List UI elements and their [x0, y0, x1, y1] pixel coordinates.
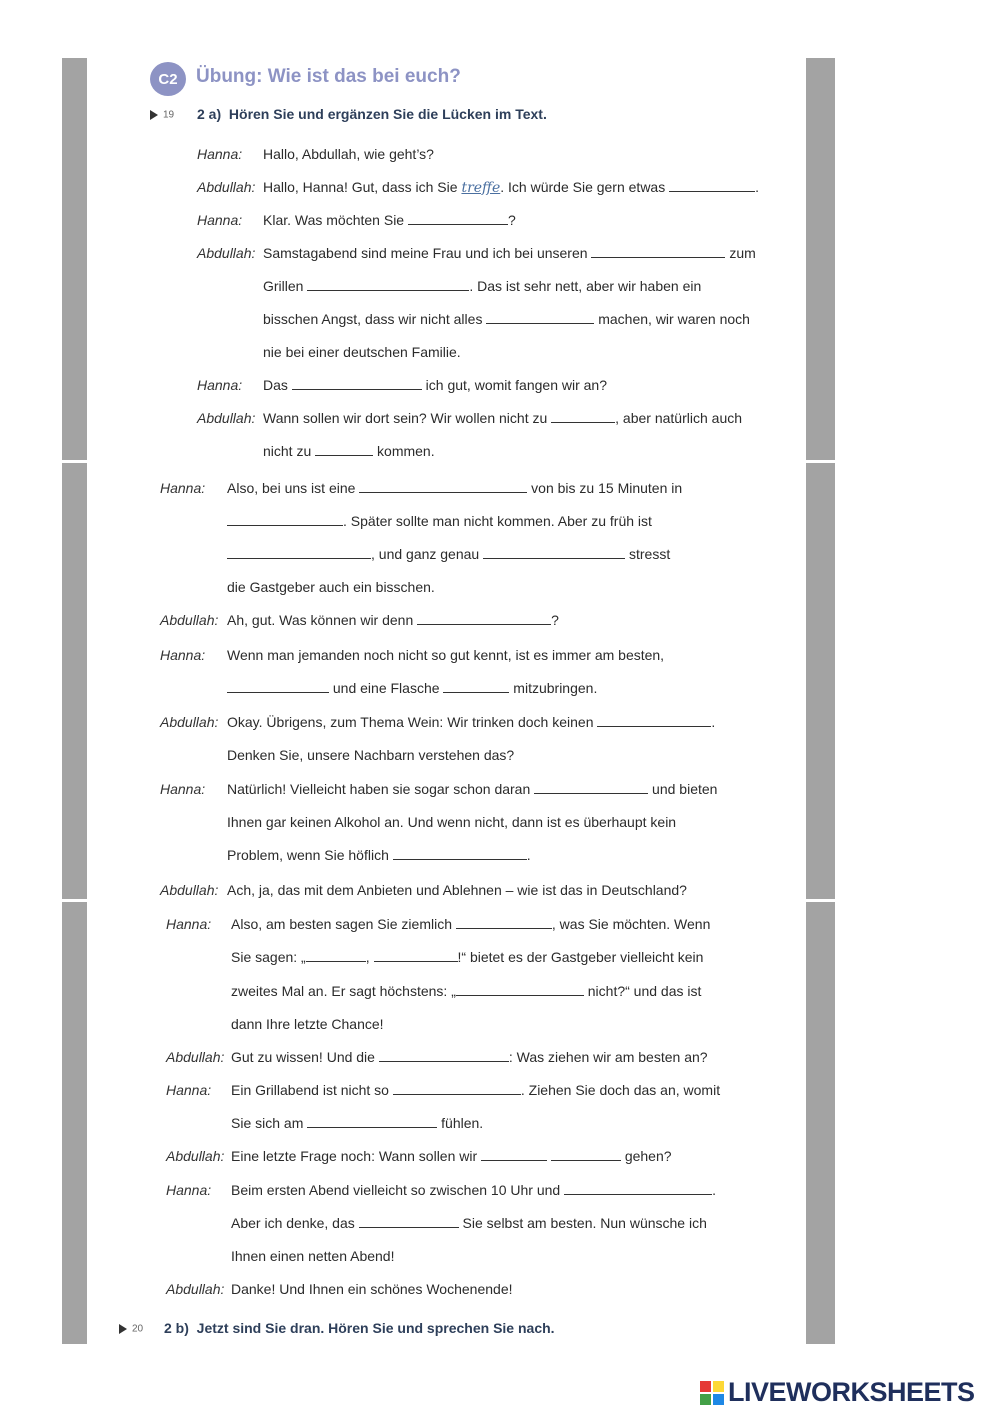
section-badge: C2 — [150, 62, 186, 96]
line-text: gehen? — [620, 1148, 672, 1164]
line-text: Ah, gut. Was können wir denn — [227, 612, 418, 628]
task-b-text: Jetzt sind Sie dran. Hören Sie und sprechen Sie nach. — [196, 1320, 555, 1336]
speaker-hanna: Hanna: — [197, 146, 243, 162]
dialogue-line — [227, 847, 531, 863]
gap-blank[interactable] — [481, 1148, 547, 1161]
speaker-hanna: Hanna: — [166, 1182, 212, 1198]
line-text: Sie sich am — [231, 1115, 308, 1131]
gap-blank[interactable] — [456, 916, 552, 929]
speaker-abdullah: Abdullah: — [160, 714, 219, 730]
line-text: ich gut, womit fangen wir an? — [421, 377, 608, 393]
gap-blank[interactable] — [483, 546, 625, 559]
speaker-abdullah: Abdullah: — [197, 179, 256, 195]
line-text: Hallo, Abdullah, wie geht’s? — [263, 146, 434, 162]
gap-blank[interactable] — [443, 680, 509, 693]
left-scan-bar — [62, 58, 87, 1344]
line-text: . Ziehen Sie doch das an, womit — [520, 1082, 721, 1098]
play-icon — [119, 1324, 127, 1334]
speaker-abdullah: Abdullah: — [197, 245, 256, 261]
gap-blank[interactable] — [486, 311, 594, 324]
line-text: Das — [263, 377, 292, 393]
line-text: ? — [507, 212, 516, 228]
line-text: kommen. — [373, 443, 435, 459]
gap-blank[interactable] — [315, 443, 373, 456]
gap-blank[interactable] — [374, 949, 458, 962]
dialogue-line — [231, 1215, 707, 1231]
line-text: . — [712, 1182, 716, 1198]
line-text: Ihnen einen netten Abend! — [231, 1248, 395, 1264]
logo-text: LIVEWORKSHEETS — [728, 1377, 975, 1407]
gap-blank[interactable] — [306, 949, 366, 962]
line-text: ? — [551, 612, 559, 628]
gap-blank[interactable] — [551, 410, 615, 423]
gap-blank[interactable] — [393, 847, 527, 860]
line-text: Okay. Übrigens, zum Thema Wein: Wir trinken doch keinen — [227, 714, 598, 730]
dialogue-line — [263, 443, 435, 459]
line-text: , was Sie möchten. Wenn — [551, 916, 711, 932]
line-text: Ach, ja, das mit dem Anbieten und Ablehnen – wie ist das in Deutschland? — [227, 882, 687, 898]
dialogue-line — [231, 916, 710, 932]
line-text: Danke! Und Ihnen ein schönes Wochenende! — [231, 1281, 513, 1297]
line-text: und eine Flasche — [329, 680, 444, 696]
speaker-abdullah: Abdullah: — [166, 1049, 225, 1065]
dialogue-line — [227, 747, 514, 763]
dialogue-line — [263, 245, 756, 261]
gap-blank[interactable] — [551, 1148, 621, 1161]
line-text: nicht zu — [263, 443, 316, 459]
play-icon — [150, 110, 158, 120]
gap-blank[interactable] — [227, 513, 343, 526]
speaker-abdullah: Abdullah: — [166, 1148, 225, 1164]
dialogue-line — [263, 278, 701, 294]
line-text: . Später sollte man nicht kommen. Aber zu früh ist — [343, 513, 652, 529]
task-b-label: 2 b) — [164, 1320, 189, 1336]
gap-blank[interactable] — [307, 1115, 437, 1128]
dialogue-line — [227, 480, 682, 496]
gap-blank[interactable] — [669, 179, 755, 192]
line-text: Sie sagen: „ — [231, 949, 306, 965]
audio-track-19: 19 — [150, 107, 174, 121]
dialogue-line — [231, 1049, 708, 1065]
dialogue-line — [231, 949, 703, 965]
line-text: Also, am besten sagen Sie ziemlich — [231, 916, 456, 932]
line-text: mitzubringen. — [509, 680, 598, 696]
dialogue-line — [227, 546, 670, 562]
line-text: Beim ersten Abend vielleicht so zwischen 10 Uhr und — [231, 1182, 565, 1198]
task-a-instruction — [197, 106, 547, 122]
gap-blank[interactable] — [456, 983, 584, 996]
line-text: Hallo, Hanna! Gut, dass ich Sie — [263, 179, 462, 195]
line-text: Ihnen gar keinen Alkohol an. Und wenn nicht, dann ist es überhaupt kein — [227, 814, 677, 830]
line-text: bisschen Angst, dass wir nicht alles — [263, 311, 487, 327]
speaker-hanna: Hanna: — [160, 781, 206, 797]
gap-blank[interactable] — [564, 1182, 712, 1195]
task-a-label: 2 a) — [197, 106, 222, 122]
line-text: zum — [725, 245, 756, 261]
line-text: Klar. Was möchten Sie — [263, 212, 408, 228]
line-text: . — [526, 847, 531, 863]
gap-blank[interactable] — [307, 278, 469, 291]
line-text: , aber natürlich auch — [615, 410, 743, 426]
line-text: , — [365, 949, 374, 965]
right-scan-bar — [806, 58, 835, 1344]
dialogue-line — [231, 1016, 384, 1032]
dialogue-line — [227, 781, 717, 797]
line-text: : Was ziehen wir am besten an? — [508, 1049, 708, 1065]
gap-blank[interactable] — [379, 1049, 509, 1062]
dialogue-line — [231, 1082, 720, 1098]
dialogue-line — [263, 344, 461, 360]
line-text: dann Ihre letzte Chance! — [231, 1016, 384, 1032]
line-text: Also, bei uns ist eine — [227, 480, 360, 496]
dialogue-line — [227, 882, 687, 898]
dialogue-line — [263, 212, 516, 228]
gap-blank[interactable] — [359, 1215, 459, 1228]
speaker-abdullah: Abdullah: — [160, 612, 219, 628]
task-a-text: Hören Sie und ergänzen Sie die Lücken im Text. — [228, 106, 547, 122]
gap-blank[interactable] — [292, 377, 422, 390]
line-text: nie bei einer deutschen Familie. — [263, 344, 461, 360]
line-text: !“ bietet es der Gastgeber vielleicht kein — [457, 949, 704, 965]
line-text: Sie selbst am besten. Nun wünsche ich — [458, 1215, 707, 1231]
line-text: Denken Sie, unsere Nachbarn verstehen das? — [227, 747, 515, 763]
dialogue-line — [231, 1281, 513, 1297]
line-text: stresst — [625, 546, 671, 562]
speaker-hanna: Hanna: — [197, 212, 243, 228]
liveworksheets-logo — [700, 1377, 975, 1408]
line-text: Eine letzte Frage noch: Wann sollen wir — [231, 1148, 482, 1164]
logo-grid-icon — [700, 1381, 724, 1405]
dialogue-line — [227, 680, 597, 696]
line-text: Gut zu wissen! Und die — [231, 1049, 379, 1065]
dialogue-line — [227, 579, 435, 595]
line-text: von bis zu 15 Minuten in — [527, 480, 683, 496]
speaker-hanna: Hanna: — [197, 377, 243, 393]
speaker-hanna: Hanna: — [166, 916, 212, 932]
gap-blank[interactable] — [359, 480, 527, 493]
speaker-abdullah: Abdullah: — [160, 882, 219, 898]
dialogue-line — [263, 179, 759, 196]
speaker-abdullah: Abdullah: — [166, 1281, 225, 1297]
handwritten-answer[interactable]: treffe — [461, 180, 501, 196]
line-text: zweites Mal an. Er sagt höchstens: „ — [231, 983, 456, 999]
line-text: . — [755, 179, 760, 195]
line-text: und bieten — [648, 781, 718, 797]
dialogue-line — [227, 612, 559, 628]
line-text: Samstagabend sind meine Frau und ich bei unseren — [263, 245, 592, 261]
gap-blank[interactable] — [408, 212, 508, 225]
dialogue-line — [263, 146, 434, 162]
line-text: nicht?“ und das ist — [583, 983, 702, 999]
gap-blank[interactable] — [227, 680, 329, 693]
dialogue-line — [263, 410, 742, 426]
dialogue-line — [227, 714, 715, 730]
gap-blank[interactable] — [417, 612, 551, 625]
gap-blank[interactable] — [393, 1082, 521, 1095]
line-text: . Ich würde Sie gern etwas — [500, 179, 670, 195]
gap-blank[interactable] — [534, 781, 648, 794]
line-text: , und ganz genau — [371, 546, 484, 562]
line-text: Wenn man jemanden noch nicht so gut kennt, ist es immer am besten, — [227, 647, 665, 663]
line-text: die Gastgeber auch ein bisschen. — [227, 579, 435, 595]
line-text: Wann sollen wir dort sein? Wir wollen nicht zu — [263, 410, 552, 426]
line-text: Natürlich! Vielleicht haben sie sogar schon daran — [227, 781, 535, 797]
line-text: fühlen. — [437, 1115, 484, 1131]
line-text: . — [711, 714, 716, 730]
dialogue-line — [231, 983, 701, 999]
dialogue-line — [231, 1182, 716, 1198]
gap-blank[interactable] — [597, 714, 711, 727]
line-text: . Das ist sehr nett, aber wir haben ein — [469, 278, 702, 294]
line-text: Ein Grillabend ist nicht so — [231, 1082, 393, 1098]
page-title: Übung: Wie ist das bei euch? — [196, 66, 461, 87]
audio-track-20: 20 — [119, 1321, 143, 1335]
line-text: Problem, wenn Sie höflich — [227, 847, 393, 863]
speaker-hanna: Hanna: — [166, 1082, 212, 1098]
gap-blank[interactable] — [227, 546, 371, 559]
dialogue-line — [231, 1248, 394, 1264]
speaker-hanna: Hanna: — [160, 647, 206, 663]
dialogue-line — [263, 311, 750, 327]
dialogue-line — [231, 1148, 672, 1164]
dialogue-line — [227, 513, 652, 529]
speaker-hanna: Hanna: — [160, 480, 206, 496]
line-text: Grillen — [263, 278, 308, 294]
line-text: machen, wir waren noch — [594, 311, 750, 327]
gap-blank[interactable] — [591, 245, 725, 258]
dialogue-line — [227, 647, 664, 663]
line-text: Aber ich denke, das — [231, 1215, 359, 1231]
task-b-instruction — [164, 1320, 555, 1336]
dialogue-line — [231, 1115, 483, 1131]
speaker-abdullah: Abdullah: — [197, 410, 256, 426]
dialogue-line — [227, 814, 676, 830]
dialogue-line — [263, 377, 607, 393]
